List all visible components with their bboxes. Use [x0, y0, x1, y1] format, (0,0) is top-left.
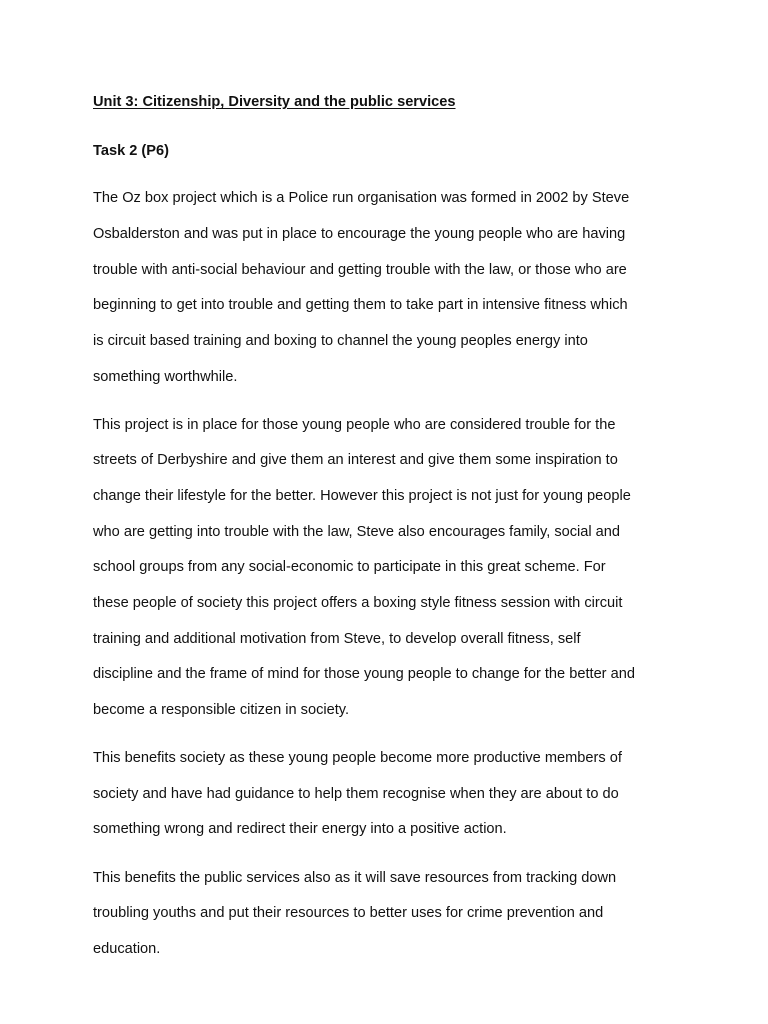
paragraph-line: become a responsible citizen in society.	[93, 702, 350, 718]
paragraph-line: these people of society this project offers a boxing style fitness session with circuit	[93, 595, 623, 611]
paragraph-line: discipline and the frame of mind for those young people to change for the better and	[93, 666, 635, 682]
paragraph-line: something wrong and redirect their energy into a positive action.	[93, 821, 507, 837]
paragraph-line: beginning to get into trouble and getting them to take part in intensive fitness which	[93, 297, 628, 313]
paragraph-line: The Oz box project which is a Police run organisation was formed in 2002 by Steve	[93, 190, 630, 206]
paragraph-line: This project is in place for those young people who are considered trouble for the	[93, 417, 616, 433]
paragraph-line: something worthwhile.	[93, 369, 238, 385]
paragraph-line: school groups from any social-economic to participate in this great scheme. For	[93, 559, 606, 575]
paragraph-line: training and additional motivation from Steve, to develop overall fitness, self	[93, 631, 581, 647]
paragraph-line: Osbalderston and was put in place to encourage the young people who are having	[93, 226, 626, 242]
paragraph-line: society and have had guidance to help them recognise when they are about to do	[93, 786, 619, 802]
paragraph-line: streets of Derbyshire and give them an interest and give them some inspiration to	[93, 452, 618, 468]
paragraph-line: is circuit based training and boxing to channel the young peoples energy into	[93, 333, 588, 349]
paragraph-line: trouble with anti-social behaviour and getting trouble with the law, or those who are	[93, 262, 627, 278]
task-heading: Task 2 (P6)	[93, 143, 169, 159]
paragraph-line: This benefits society as these young people become more productive members of	[93, 750, 622, 766]
paragraph-line: who are getting into trouble with the law, Steve also encourages family, social and	[93, 524, 621, 540]
paragraph-line: This benefits the public services also as it will save resources from tracking down	[93, 870, 617, 886]
paragraph-line: education.	[93, 941, 161, 957]
paragraph-line: troubling youths and put their resources to better uses for crime prevention and	[93, 905, 604, 921]
document-title: Unit 3: Citizenship, Diversity and the public services	[93, 94, 456, 110]
paragraph-line: change their lifestyle for the better. However this project is not just for young people	[93, 488, 631, 504]
